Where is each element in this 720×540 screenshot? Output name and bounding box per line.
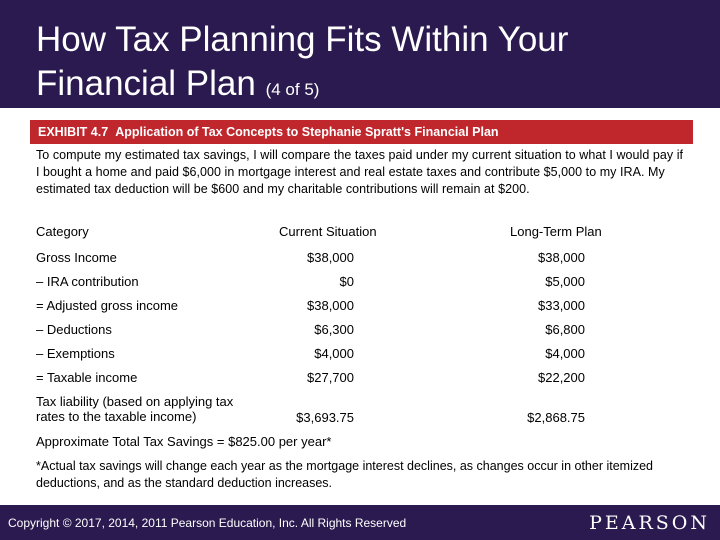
row-label-adjusted-gross-income: = Adjusted gross income xyxy=(36,298,178,313)
row-current-adjusted-gross-income: $38,000 xyxy=(307,298,354,313)
footnote: *Actual tax savings will change each year as the mortgage interest declines, as changes occur in other itemized deductions, and as the standard deduction increases. xyxy=(36,459,653,490)
row-current-ira-contribution: $0 xyxy=(339,274,354,289)
row-longterm-ira-contribution: $5,000 xyxy=(545,274,585,289)
header-current-situation: Current Situation xyxy=(279,224,377,239)
exhibit-bar xyxy=(30,120,693,144)
row-longterm-gross-income: $38,000 xyxy=(538,250,585,265)
row-current-exemptions: $4,000 xyxy=(314,346,354,361)
row-current-gross-income: $38,000 xyxy=(307,250,354,265)
slide-title-counter: (4 of 5) xyxy=(265,80,320,99)
row-label-deductions: – Deductions xyxy=(36,322,112,337)
pearson-logo: PEARSON xyxy=(589,512,710,534)
row-label-gross-income: Gross Income xyxy=(36,250,117,265)
row-current-tax-liability: $3,693.75 xyxy=(296,410,354,425)
header-category: Category xyxy=(36,224,89,239)
row-label-ira-contribution: – IRA contribution xyxy=(36,274,139,289)
row-longterm-adjusted-gross-income: $33,000 xyxy=(538,298,585,313)
exhibit-title: Application of Tax Concepts to Stephanie Spratt's Financial Plan xyxy=(115,125,499,139)
header-long-term-plan: Long-Term Plan xyxy=(510,224,602,239)
row-current-taxable-income: $27,700 xyxy=(307,370,354,385)
exhibit-label: EXHIBIT 4.7 xyxy=(38,125,109,139)
row-current-deductions: $6,300 xyxy=(314,322,354,337)
slide-title xyxy=(36,18,696,112)
slide-title-main: How Tax Planning Fits Within Your Financial Plan xyxy=(36,20,569,103)
row-longterm-exemptions: $4,000 xyxy=(545,346,585,361)
row-label-taxable-income: = Taxable income xyxy=(36,370,138,385)
total-tax-savings: Approximate Total Tax Savings = $825.00 per year* xyxy=(36,434,332,449)
copyright-notice: Copyright © 2017, 2014, 2011 Pearson Education, Inc. All Rights Reserved xyxy=(8,516,407,530)
intro-paragraph: To compute my estimated tax savings, I will compare the taxes paid under my current situation to what I would pay if I bought a home and paid $6,000 in mortgage interest and real estate taxes and contribute $5,000 to my IRA. My estimated tax deduction will be $600 and my charitable contributions will remain at $200. xyxy=(36,148,684,196)
row-longterm-taxable-income: $22,200 xyxy=(538,370,585,385)
row-longterm-tax-liability: $2,868.75 xyxy=(527,410,585,425)
row-longterm-deductions: $6,800 xyxy=(545,322,585,337)
row-label-tax-liability: Tax liability (based on applying tax rates to the taxable income) xyxy=(36,394,234,424)
row-label-exemptions: – Exemptions xyxy=(36,346,115,361)
